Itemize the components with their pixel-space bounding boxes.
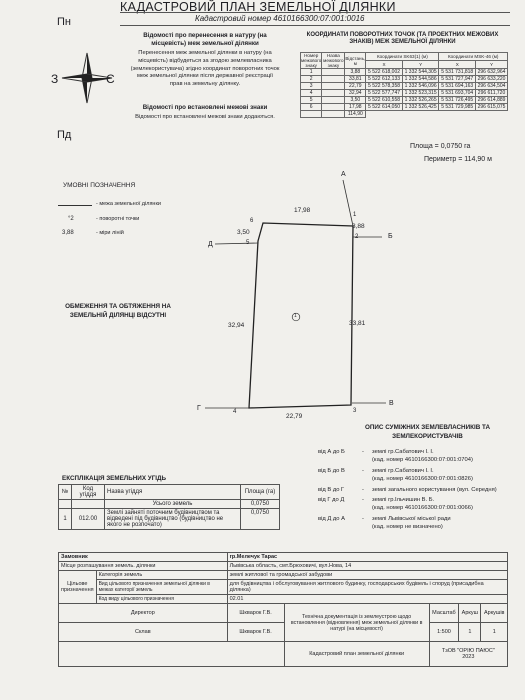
coord-cell: 1 332 523,315 (402, 90, 439, 97)
transfer-info-title: Відомості про перенесення в натуру (на місцевість) меж земельної ділянки (143, 32, 267, 47)
company-name: ТзОВ "ОРІЮ ПАЮС" (441, 648, 495, 654)
direction-line (215, 243, 258, 244)
point-label: 4 (233, 409, 237, 415)
coord-header: Відстань, м (345, 53, 366, 69)
coord-cell: 1 332 544,305 (402, 69, 439, 76)
neighbor-entry (318, 467, 508, 484)
neighbor-dash: - (362, 496, 364, 503)
exp-header: Площа (га) (241, 485, 280, 500)
legend-label: - межа земельної ділянки (96, 201, 161, 207)
neighbor-cadastral: (кад. номер 4610166300:07:001:0704) (372, 457, 473, 464)
drafted-label: Склав (59, 623, 228, 642)
compass-west: З (51, 72, 59, 86)
transfer-info-text: Перенесення меж земельної ділянки в натуру (на місцевість) відбудеться за згодою землевласника (землекористувача) згідно координат поворотних точок меж земельної ділянки після державної реєстрації прав на земельну ділянку. (130, 50, 280, 88)
neighbor-entry (318, 515, 508, 532)
exp-total-area: 0,0750 (241, 500, 280, 509)
neighbor-dash: - (362, 449, 364, 455)
neighbor-range: від Д до А (318, 515, 345, 522)
legend-symbol: °2 (68, 216, 74, 222)
exp-cell: 0,0750 (241, 509, 280, 530)
coord-cell: 296 633,220 (476, 76, 508, 83)
coord-cell: 5 522 618,002 (366, 69, 403, 76)
parcel-number: 1 (294, 313, 297, 319)
explication-table (58, 484, 280, 530)
scale-value: 1:500 (429, 623, 459, 642)
coord-cell: 1 332 526,425 (402, 104, 439, 111)
type-value: для будівництва і обслуговування житлового будинку, господарських будівель і споруд (присадибна ділянка) (227, 580, 507, 595)
line-length: 32,94 (228, 322, 245, 329)
boundary-letter: А (341, 171, 346, 178)
line-length: 17,98 (294, 207, 311, 214)
neighbors-list (318, 448, 508, 534)
sheets-value: 1 (481, 623, 508, 642)
point-label: 1 (353, 212, 357, 218)
compass-north: Пн (57, 16, 71, 28)
compass-east: С (106, 72, 115, 86)
coord-cell: 4 (301, 90, 322, 97)
neighbor-entry (318, 496, 508, 513)
coord-cell: 296 611,720 (476, 90, 508, 97)
neighbor-owner: землі гр.Ільчишин В. Б. (372, 496, 435, 503)
neighbor-cadastral: (кад. номер 4610166300:07:001:0826) (372, 476, 473, 483)
coord-cell: 1 (301, 69, 322, 76)
neighbor-range: від А до Б (318, 449, 345, 455)
line-length: 22,79 (286, 413, 303, 420)
coord-cell: 17,98 (345, 104, 366, 111)
point-label: 3 (353, 408, 357, 414)
exp-header: № (59, 485, 72, 500)
neighbor-cadastral: (кад. номер не визначено) (372, 524, 443, 531)
direction-line (343, 180, 353, 226)
coord-cell: 5 522 612,133 (366, 76, 403, 83)
neighbor-range: від Б до В (318, 467, 345, 474)
title-block (58, 552, 508, 667)
boundary-letter: В (389, 400, 394, 407)
coord-cell: 5 531 694,163 (439, 83, 476, 90)
code-value: 02.01 (227, 595, 507, 604)
perimeter-value: Периметр = 114,90 м (424, 156, 492, 163)
coord-cell: 3,88 (345, 69, 366, 76)
exp-cell: Землі зайняті поточним будівництвом та відведені під будівництво (будівництво не якого не розпочато) (105, 509, 241, 530)
line-length: 3,50 (237, 229, 250, 236)
customer-name: гр.Мелечук Тарас (227, 553, 507, 562)
neighbor-cadastral: (кад. номер 4610166300:07:001:0066) (372, 505, 473, 512)
exp-header: Назва угіддя (105, 485, 241, 500)
coord-header: Координати МSK-46 (м) (439, 53, 508, 61)
coord-cell: 296 632,964 (476, 69, 508, 76)
restrictions-note: ОБМЕЖЕННЯ ТА ОБТЯЖЕННЯ НА ЗЕМЕЛЬНІЙ ДІЛЯНЦІ ВІДСУТНІ (65, 303, 171, 319)
boundary-letter: Б (388, 233, 393, 240)
neighbor-entry (318, 486, 508, 494)
coord-subheader: X (439, 61, 476, 69)
coord-cell: 22,79 (345, 83, 366, 90)
code-label: Код виду цільового призначення (96, 595, 227, 604)
coord-cell: 1 332 546,096 (402, 83, 439, 90)
drafted-name: Шкварок Г.В. (227, 623, 284, 642)
coord-cell: 5 531 693,704 (439, 90, 476, 97)
coordinates-title: КООРДИНАТИ ПОВОРОТНИХ ТОЧОК (ТА ПРОЕКТНИХ МЕЖОВИХ ЗНАКІВ) МЕЖ ЗЕМЕЛЬНОЇ ДІЛЯНКИ (306, 32, 499, 46)
category-label: Категорія земель (96, 571, 227, 580)
coord-subheader: Y (402, 61, 439, 69)
document-year: 2023 (462, 654, 475, 660)
neighbor-dash: - (362, 486, 364, 493)
coord-cell: 5 522 577,747 (366, 90, 403, 97)
director-label: Директор (59, 604, 228, 623)
coord-total: 114,90 (345, 111, 366, 118)
document-title: КАДАСТРОВИЙ ПЛАН ЗЕМЕЛЬНОЇ ДІЛЯНКИ (120, 0, 396, 14)
neighbors-title: ОПИС СУМІЖНИХ ЗЕМЛЕВЛАСНИКІВ ТА ЗЕМЛЕКОРИСТУВАЧІВ (364, 424, 491, 440)
coord-cell: 3 (301, 83, 322, 90)
coord-cell: 2 (301, 76, 322, 83)
area-value: Площа = 0,0750 га (410, 143, 471, 150)
director-name: Шкварок Г.В. (227, 604, 284, 623)
point-label: 2 (355, 234, 359, 240)
coord-cell: 1 332 526,265 (402, 97, 439, 104)
neighbor-dash: - (362, 515, 364, 522)
plan-label: Кадастровий план земельної ділянки (284, 642, 429, 667)
coord-header: Назва межового знаку (323, 53, 344, 68)
coord-cell: 5 522 578,358 (366, 83, 403, 90)
parcel-boundary (249, 223, 353, 408)
marks-info-text: Відомості про встановлені межові знаки додаються. (135, 114, 275, 120)
coord-cell: 5 531 729,985 (439, 104, 476, 111)
coord-cell: 1 332 544,586 (402, 76, 439, 83)
exp-cell: 012.00 (72, 509, 105, 530)
explication-title: ЕКСПЛІКАЦІЯ ЗЕМЕЛЬНИХ УГІДЬ (62, 475, 167, 482)
exp-total-label: Усього земель (105, 500, 241, 509)
coord-cell: 32,94 (345, 90, 366, 97)
coord-cell: 5 531 727,947 (439, 76, 476, 83)
coord-subheader: X (366, 61, 403, 69)
customer-label: Замовник (59, 553, 228, 562)
line-length: 3,88 (352, 223, 365, 230)
scale-label: Масштаб (429, 604, 459, 623)
document-title-cell: Технічна документація із землеустрою щодо встановлення (відновлення) меж земельної ділянки в натурі (на місцевості) (284, 604, 429, 642)
coord-cell: 296 615,075 (476, 104, 508, 111)
legend-label: - поворотні точки (96, 216, 140, 222)
coord-cell: 5 (301, 97, 322, 104)
neighbor-owner: землі Львівської міської ради (372, 515, 451, 522)
sheet-value: 1 (459, 623, 481, 642)
legend-symbol: 3,88 (62, 230, 74, 236)
coord-cell: 6 (301, 104, 322, 111)
boundary-letter: Д (208, 241, 213, 248)
coord-cell: 5 531 726,495 (439, 97, 476, 104)
neighbor-owner: землі загального користування (вул. Середня) (372, 486, 497, 493)
sheet-label: Аркуш (459, 604, 481, 623)
coord-cell: 296 634,504 (476, 83, 508, 90)
coord-cell: 5 522 614,050 (366, 104, 403, 111)
cadastral-number: Кадастровий номер 4610166300:07:001:0016 (195, 14, 365, 23)
coord-cell: 296 614,889 (476, 97, 508, 104)
neighbor-entry (318, 448, 508, 465)
coord-cell: 5 522 610,558 (366, 97, 403, 104)
legend-title: УМОВНІ ПОЗНАЧЕННЯ (63, 182, 136, 189)
exp-cell: 1 (59, 509, 72, 530)
sheets-label: Аркушів (481, 604, 508, 623)
exp-header: Код угіддя (72, 485, 105, 500)
category-value: землі житлової та громадської забудови (227, 571, 507, 580)
neighbor-range: від В до Г (318, 486, 345, 493)
neighbor-owner: землі гр.Сабатович І. І. (372, 467, 434, 474)
type-label: Вид цільового призначення земельної ділянки в межах категорії земель (96, 580, 227, 595)
line-length: 33,81 (349, 320, 366, 327)
location-label: Місце розташування земель. ділянки (59, 562, 228, 571)
coord-header: Номер межового знаку (301, 53, 322, 68)
point-label: 5 (246, 240, 250, 246)
legend-label: - міри ліній (96, 230, 124, 236)
coord-subheader: Y (476, 61, 508, 69)
location-value: Львівська область, смт.Брюховичі, вул.Нова, 14 (227, 562, 507, 571)
coord-cell: 5 531 731,818 (439, 69, 476, 76)
neighbor-range: від Г до Д (318, 496, 345, 503)
coord-cell: 33,81 (345, 76, 366, 83)
neighbor-dash: - (362, 467, 364, 474)
marks-info-title: Відомості про встановлені межові знаки (142, 104, 268, 111)
boundary-letter: Г (197, 405, 201, 412)
point-label: 6 (250, 218, 254, 224)
coord-cell: 3,50 (345, 97, 366, 104)
compass-south: Пд (57, 129, 72, 141)
coord-header: Координати SK63(1) (м) (366, 53, 439, 61)
purpose-label: Цільове призначення (59, 571, 97, 604)
neighbor-owner: землі гр.Сабатович І. І. (372, 449, 434, 455)
